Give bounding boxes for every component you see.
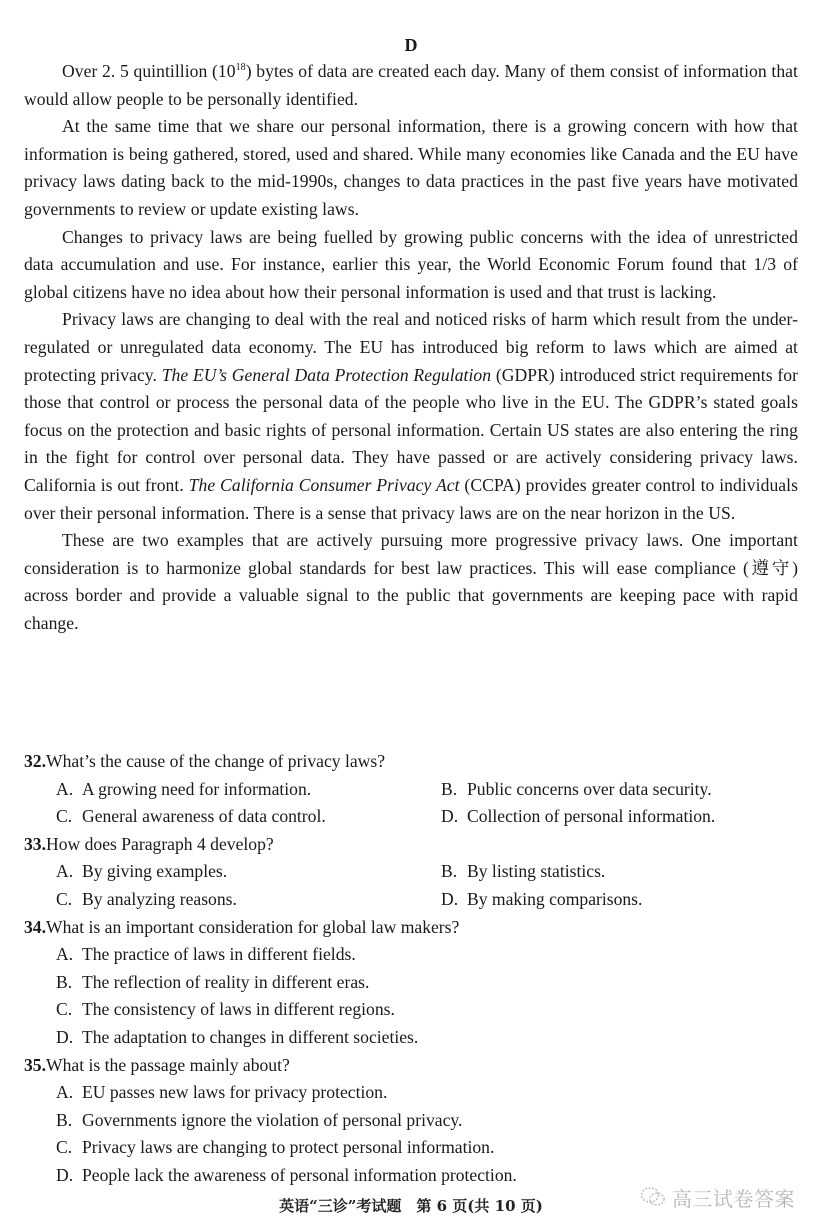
option-d[interactable]: D. By making comparisons.	[441, 888, 643, 909]
option-list	[24, 1079, 798, 1189]
section-label: D	[404, 35, 418, 55]
option-c[interactable]: C. By analyzing reasons.	[56, 888, 237, 909]
option-a[interactable]: A. By giving examples.	[56, 861, 228, 882]
question-32	[24, 748, 798, 831]
question-number: 34.	[24, 916, 46, 937]
passage-paragraph-4: Privacy laws are changing to deal with the real and noticed risks of harm which result from the under-regulated or unregulated data economy. The EU has introduced big reform to laws which are aimed at protecting privacy. The EU’s General Data Protection Regulation (GDPR) introduced strict requirements for those that control or process the personal data of the people who live in the EU. The GDPR’s stated goals focus on the protection and basic rights of personal information. Certain US states are also entering the ring in the fight for control over personal data. They have passed or are actively considering privacy laws. California is out front. The California Consumer Privacy Act (CCPA) provides greater control to individuals over their personal information. There is a sense that privacy laws are on the near horizon in the US.	[24, 309, 798, 523]
option-c[interactable]: C. General awareness of data control.	[56, 806, 326, 827]
option-a[interactable]: A. The practice of laws in different fields.	[56, 944, 356, 965]
option-c[interactable]: C. Privacy laws are changing to protect personal information.	[56, 1137, 495, 1158]
superscript-exponent: 18	[235, 62, 246, 73]
question-number: 35.	[24, 1054, 46, 1075]
question-stem: 32.What’s the cause of the change of privacy laws?	[24, 751, 386, 771]
passage-paragraph-3: Changes to privacy laws are being fuelled by growing public concerns with the idea of unrestricted data accumulation and use. For instance, earlier this year, the World Economic Forum found that 1/3 of global citizens have no idea about how their personal information is used and that trust is lacking.	[24, 226, 798, 302]
question-34	[24, 914, 798, 1052]
option-grid	[24, 858, 798, 913]
passage-paragraph-1: Over 2. 5 quintillion $(10^{18})$ bytes of data are created each day. Many of them consist of information that would allow people to be personally identified.	[24, 61, 798, 109]
option-a[interactable]: A. A growing need for information.	[56, 778, 312, 799]
question-35	[24, 1052, 798, 1190]
option-b[interactable]: B. The reflection of reality in different eras.	[56, 971, 370, 992]
page-footer: 英语“三诊”考试题 第 6 页(共 10 页)	[279, 1197, 543, 1215]
option-d[interactable]: D. Collection of personal information.	[441, 806, 716, 827]
passage-paragraph-2: At the same time that we share our personal information, there is a growing concern with how that information is being gathered, stored, used and shared. While many economies like Canada and the EU have privacy laws dating back to the mid-1990s, changes to data practices in the past five years have motivated governments to review or update existing laws.	[24, 116, 798, 219]
option-grid	[24, 776, 798, 831]
option-b[interactable]: B. Governments ignore the violation of personal privacy.	[56, 1109, 463, 1130]
ccpa-title: The California Consumer Privacy Act	[188, 474, 460, 495]
question-number: 33.	[24, 833, 46, 854]
option-list	[24, 941, 798, 1051]
watermark-text: 高三试卷答案	[672, 1186, 795, 1211]
question-list	[24, 748, 798, 1190]
option-b[interactable]: B. By listing statistics.	[441, 861, 606, 882]
option-d[interactable]: D. People lack the awareness of personal information protection.	[56, 1164, 517, 1185]
option-a[interactable]: A. EU passes new laws for privacy protection.	[56, 1082, 388, 1103]
reading-passage	[24, 58, 798, 637]
question-stem: 33.How does Paragraph 4 develop?	[24, 833, 274, 854]
gdpr-title: The EU’s General Data Protection Regulation	[161, 364, 492, 385]
question-33	[24, 831, 798, 914]
option-c[interactable]: C. The consistency of laws in different regions.	[56, 999, 395, 1020]
question-number: 32.	[24, 751, 46, 771]
question-stem: 34.What is an important consideration for global law makers?	[24, 916, 460, 937]
option-d[interactable]: D. The adaptation to changes in different societies.	[56, 1026, 419, 1047]
question-stem: 35.What is the passage mainly about?	[24, 1054, 290, 1075]
passage-paragraph-5: These are two examples that are actively pursuing more progressive privacy laws. One important consideration is to harmonize global standards for best law practices. This will ease compliance (遵守) across border and provide a valuable signal to the public that governments are keeping pace with rapid change.	[24, 530, 798, 633]
option-b[interactable]: B. Public concerns over data security.	[441, 778, 712, 799]
